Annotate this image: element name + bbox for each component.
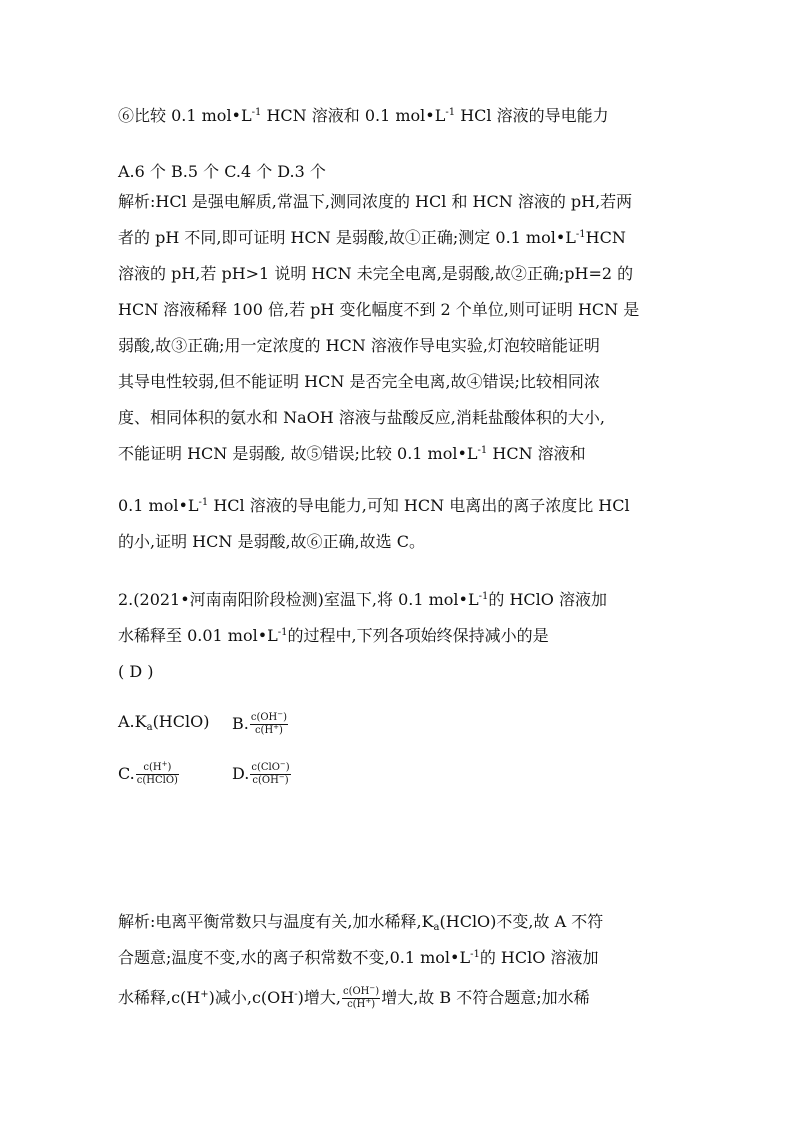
analysis-1-line-10: 的小,证明 HCN 是弱酸,故⑥正确,故选 C。 <box>118 532 425 551</box>
analysis-1-line-1: 解析:HCl 是强电解质,常温下,测同浓度的 HCl 和 HCN 溶液的 pH,若两 <box>118 192 633 211</box>
fraction-d: $\frac{c(ClO^-)}{c(OH^-)}$ <box>251 760 290 786</box>
fraction-c: $\frac{c(H^+)}{\text{c(HClO)}}$ <box>136 760 178 786</box>
analysis-2-line-1: 解析:电离平衡常数只与温度有关,加水稀释$,K_a(HClO)$不变,故 A 不符 <box>118 912 604 933</box>
fraction-b: $\frac{c(OH^-)}{c(H^+)}$ <box>250 710 288 736</box>
analysis-2-line-2: 合题意;温度不变,水的离子积常数不变,0.1 $mol•L^{-1}$的 HClO 溶液加 <box>118 948 599 967</box>
analysis-1-line-5: 弱酸,故③正确;用一定浓度的 HCN 溶液作导电实验,灯泡较暗能证明 <box>118 336 600 355</box>
circled-number-6: ⑥ <box>118 106 135 125</box>
analysis-1-line-8: 不能证明 HCN 是弱酸, 故⑤错误;比较 0.1 $mol•L^{-1}$ HCN 溶液和 <box>118 444 586 463</box>
analysis-1-line-3: 溶液的 pH,若 pH>1 说明 HCN 未完全电离,是弱酸,故②正确;pH=2 的 <box>118 264 634 283</box>
option-b: B. $\frac{c(OH^-)}{c(H^+)}$ <box>232 710 288 736</box>
analysis-1-line-9: 0.1 $mol•L^{-1}$ HCl 溶液的导电能力,可知 HCN 电离出的离子浓度比 HCl <box>118 496 630 515</box>
analysis-1-line-6: 其导电性较弱,但不能证明 HCN 是否完全电离,故④错误;比较相同浓 <box>118 372 600 391</box>
question-1-options: A.6 个 B.5 个 C.4 个 D.3 个 <box>118 162 326 181</box>
question-2-line-1: 2.(2021•河南南阳阶段检测)室温下,将 0.1 $mol•L^{-1}$的 HClO 溶液加 <box>118 590 607 609</box>
option-d: D. $\frac{c(ClO^-)}{c(OH^-)}$ <box>232 760 290 786</box>
answer-bracket: ( D ) <box>118 662 154 681</box>
fraction-inline: $\frac{c(OH^-)}{c(H^+)}$ <box>342 984 380 1010</box>
option-c: C. $\frac{c(H^+)}{\text{c(HClO)}}$ <box>118 760 178 786</box>
analysis-1-line-7: 度、相同体积的氨水和 NaOH 溶液与盐酸反应,消耗盐酸体积的大小, <box>118 408 605 427</box>
analysis-1-line-4: HCN 溶液稀释 100 倍,若 pH 变化幅度不到 2 个单位,则可证明 HCN 是 <box>118 300 640 319</box>
question-2-line-2: 水稀释至 0.01 $mol•L^{-1}$的过程中,下列各项始终保持减小的是 <box>118 626 549 645</box>
analysis-1-line-2: 者的 pH 不同,即可证明 HCN 是弱酸,故①正确;测定 0.1 $mol•L^{-1}HCN$ <box>118 228 626 247</box>
analysis-2-line-3: 水稀释,c(H+)减小,c(OH-)增大, $\frac{c(OH^-)}{c(H^+)}$ 增大,故 B 不符合题意;加水稀 <box>118 984 590 1010</box>
item-6: ⑥比较 0.1 $mol•L^{-1}$ HCN 溶液和 0.1 $mol•L^{-1}$ HCl 溶液的导电能力 <box>118 106 609 125</box>
option-a: $A.K_a(HClO)$ <box>118 712 210 733</box>
